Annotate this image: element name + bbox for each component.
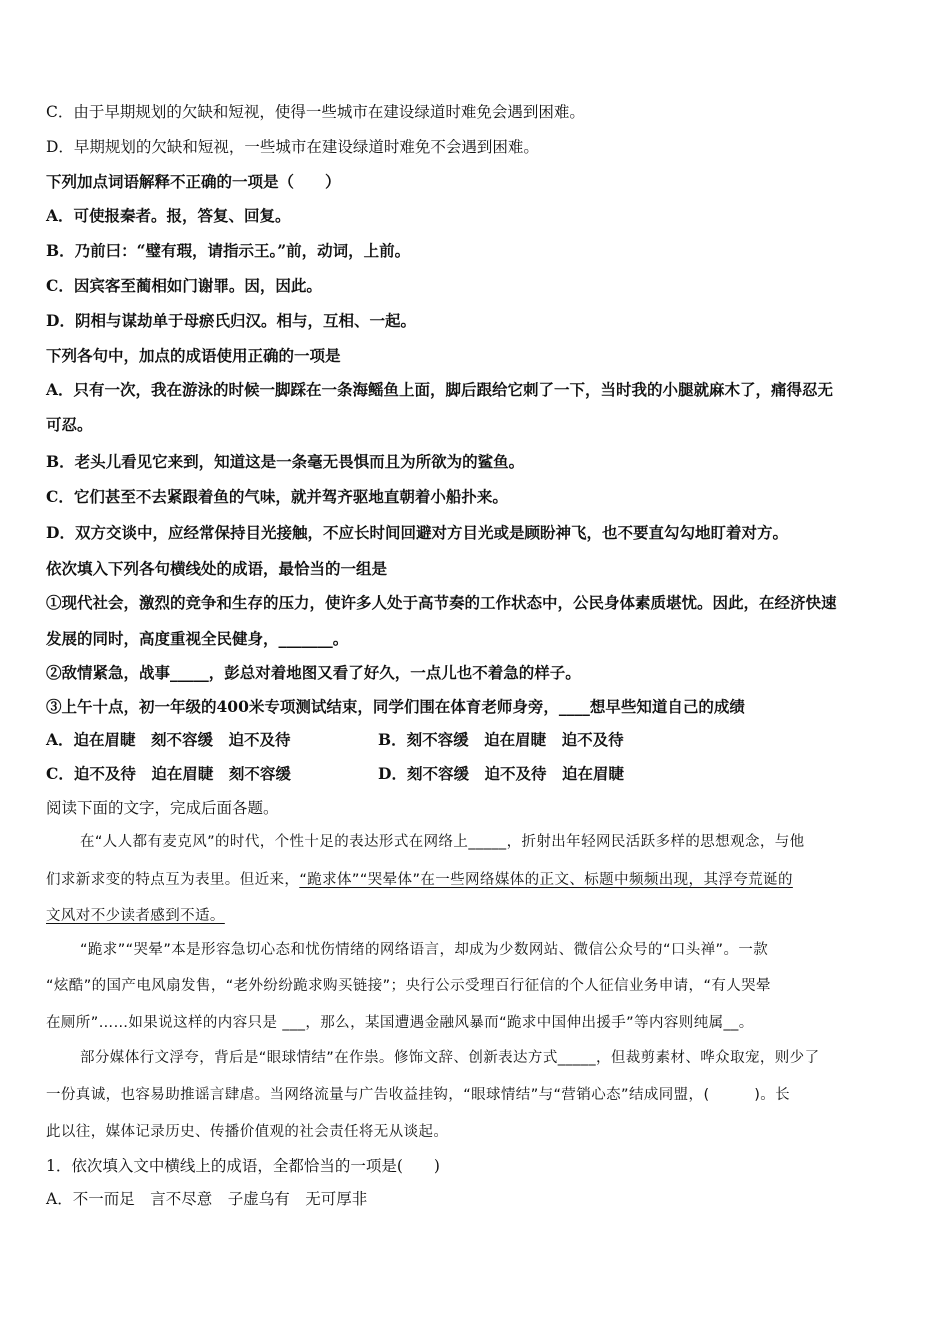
passage-p1-line3-underlined: 文风对不少读者感到不适。 [46,908,225,924]
fill-sentence-2: ②敌情紧急，战事_____，彭总对着地图又看了好久，一点儿也不着急的样子。 [46,663,581,682]
fill-options-row-2 [46,764,908,784]
reading-instruction: 阅读下面的文字，完成后面各题。 [46,799,279,817]
question-1-option-a: A．不一而足 言不尽意 子虚乌有 无可厚非 [46,1190,368,1208]
passage-p1-line2 [46,870,908,890]
passage-p2-line1: “跪求”“哭晕”本是形容急切心态和忧伤情绪的网络语言，却成为少数网站、微信公众号的“口头禅”。一款 [80,942,769,958]
word-meaning-option-c: C．因宾客至蔺相如门谢罪。因，因此。 [46,276,322,295]
passage-p2-line3: 在厕所”……如果说这样的内容只是 ___，那么，某国遭遇金融风暴而“跪求中国伸出援手”等内容则纯属__。 [46,1015,754,1031]
fill-sentence-3: ③上午十点，初一年级的400米专项测试结束，同学们围在体育老师身旁，____想早些知道自己的成绩 [46,697,745,716]
idiom-usage-option-c: C．它们甚至不去紧跟着鱼的气味，就并驾齐驱地直朝着小船扑来。 [46,487,508,506]
word-meaning-option-b: B．乃前曰：“璧有瑕，请指示王。”前，动词，上前。 [46,241,411,260]
option-d-sentence: D．早期规划的欠缺和短视，一些城市在建设绿道时难免不会遇到困难。 [46,138,539,156]
passage-p1-line1: 在“人人都有麦克风”的时代，个性十足的表达形式在网络上_____，折射出年轻网民活跃多样的思想观念，与他 [80,834,805,850]
passage-p3-line3: 此以往，媒体记录历史、传播价值观的社会责任将无从谈起。 [46,1124,449,1140]
passage-p1-line2-underlined: “跪求体”“哭晕体”在一些网络媒体的正文、标题中频频出现，其浮夸荒诞的 [299,872,793,888]
fill-sentence-1-line1: ①现代社会，激烈的竞争和生存的压力，使许多人处于高节奏的工作状态中，公民身体素质堪忧。因此，在经济快速 [46,593,837,612]
passage-p3-line2: 一份真诚，也容易助推谣言肆虐。当网络流量与广告收益挂钩，“眼球情结”与“营销心态”结成同盟，( )。长 [46,1087,791,1103]
fill-sentence-1-line2: 发展的同时，高度重视全民健身，_______。 [46,629,349,648]
passage-p1-line3 [46,906,908,926]
question-word-meaning: 下列加点词语解释不正确的一项是（ ） [46,172,341,191]
option-c-sentence: C．由于早期规划的欠缺和短视，使得一些城市在建设绿道时难免会遇到困难。 [46,103,585,121]
idiom-usage-option-d: D．双方交谈中，应经常保持目光接触，不应长时间回避对方目光或是顾盼神飞，也不要直勾勾地盯着对方。 [46,523,788,542]
fill-option-a: A．迫在眉睫 刻不容缓 迫不及待 [46,730,291,749]
word-meaning-option-d: D．阴相与谋劫单于母瘀氏归汉。相与，互相、一起。 [46,311,416,330]
idiom-usage-option-a-line1: A．只有一次，我在游泳的时候一脚踩在一条海鳐鱼上面，脚后跟给它刺了一下，当时我的小腿就麻木了，痛得忍无 [46,380,834,399]
idiom-usage-option-b: B．老头儿看见它来到，知道这是一条毫无畏惧而且为所欲为的鲨鱼。 [46,452,525,471]
fill-option-c: C．迫不及待 迫在眉睫 刻不容缓 [46,764,291,783]
passage-p2-line2: “炫酷”的国产电风扇发售，“老外纷纷跪求购买链接”；央行公示受理百行征信的个人征信业务申请，“有人哭晕 [46,978,771,994]
question-idiom-usage: 下列各句中，加点的成语使用正确的一项是 [46,346,341,365]
fill-options-row-1 [46,730,908,750]
idiom-usage-option-a-line2: 可忍。 [46,415,93,434]
passage-p1-line2-plain: 们求新求变的特点互为表里。但近来， [46,872,300,888]
passage-p3-line1: 部分媒体行文浮夸，背后是“眼球情结”在作祟。修饰文辞、创新表达方式_____，但裁剪素材、哗众取宠，则少了 [80,1050,820,1066]
fill-option-d: D．刻不容缓 迫不及待 迫在眉睫 [378,764,624,783]
question-1: 1．依次填入文中横线上的成语，全都恰当的一项是( ) [46,1157,440,1175]
question-fill-idioms: 依次填入下列各句横线处的成语，最恰当的一组是 [46,559,388,578]
fill-option-b: B．刻不容缓 迫在眉睫 迫不及待 [378,730,624,749]
word-meaning-option-a: A．可使报秦者。报，答复、回复。 [46,206,291,225]
